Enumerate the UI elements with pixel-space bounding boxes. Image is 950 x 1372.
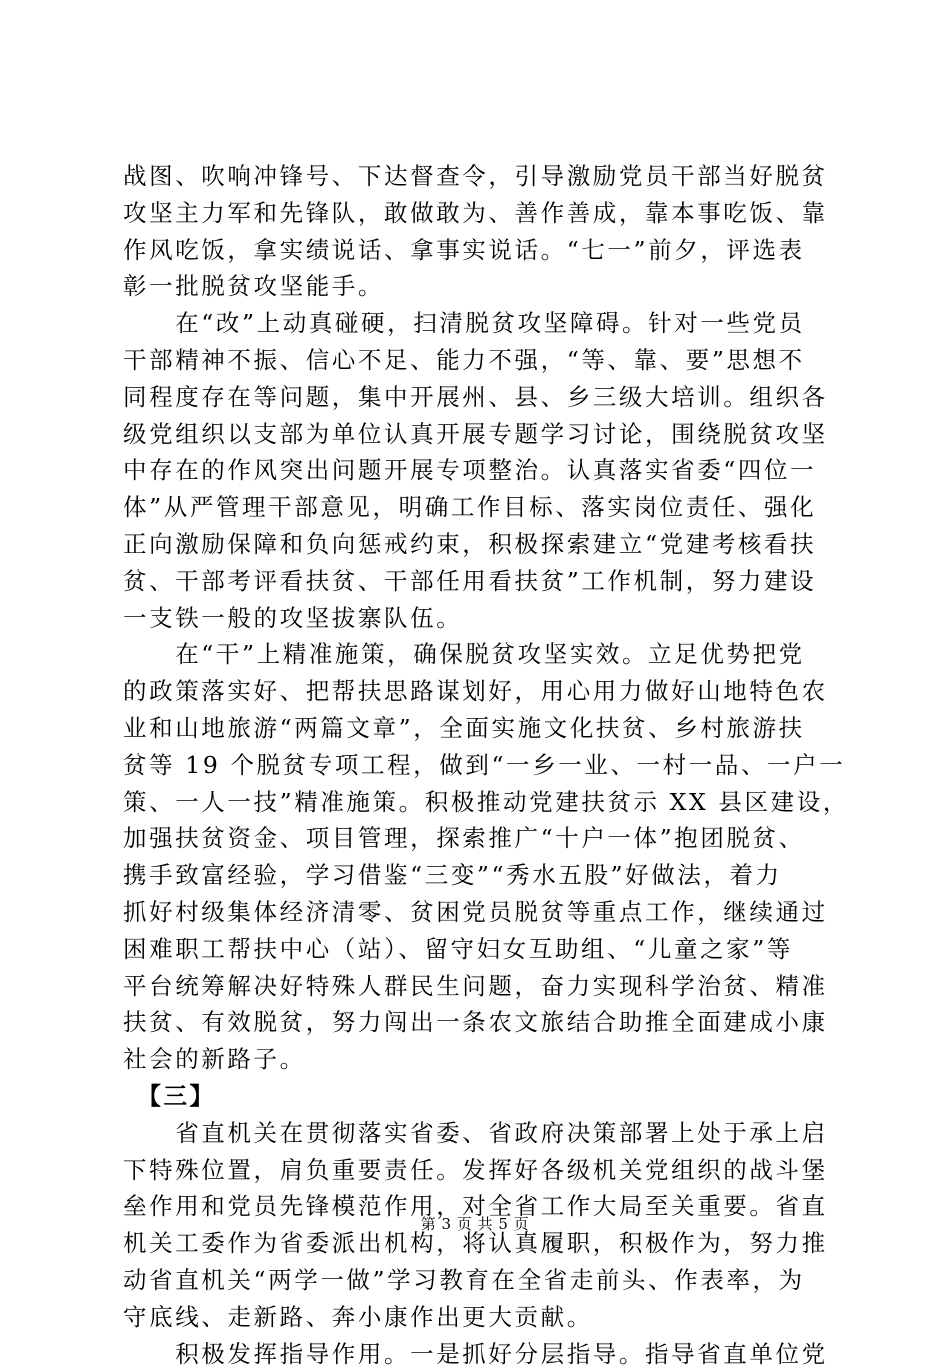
text-line: 省直机关在贯彻落实省委、省政府决策部署上处于承上启 <box>123 1115 835 1152</box>
text-line: 社会的新路子。 <box>123 1041 835 1078</box>
text-line: 困难职工帮扶中心（站）、留守妇女互助组、“儿童之家”等 <box>123 931 835 968</box>
text-line: 贫、干部考评看扶贫、干部任用看扶贫”工作机制，努力建设 <box>123 563 835 600</box>
text-line: 正向激励保障和负向惩戒约束，积极探索建立“党建考核看扶 <box>123 526 835 563</box>
text-line: 彰一批脱贫攻坚能手。 <box>123 268 835 305</box>
text-line: 攻坚主力军和先锋队，敢做敢为、善作善成，靠本事吃饭、靠 <box>123 195 835 232</box>
text-line: 积极发挥指导作用。一是抓好分层指导。指导省直单位党 <box>123 1336 835 1372</box>
page-footer: 第 3 页 共 5 页 <box>0 1214 950 1234</box>
text-line: 同程度存在等问题，集中开展州、县、乡三级大培训。组织各 <box>123 379 835 416</box>
text-line: 动省直机关“两学一做”学习教育在全省走前头、作表率，为 <box>123 1262 835 1299</box>
text-line: 在“改”上动真碰硬，扫清脱贫攻坚障碍。针对一些党员 <box>123 305 835 342</box>
text-line: 干部精神不振、信心不足、能力不强，“等、靠、要”思想不 <box>123 342 835 379</box>
text-line: 加强扶贫资金、项目管理，探索推广“十户一体”抱团脱贫、 <box>123 820 835 857</box>
section-heading: 【三】 <box>123 1078 835 1115</box>
text-line: 体”从严管理干部意见，明确工作目标、落实岗位责任、强化 <box>123 489 835 526</box>
text-line: 业和山地旅游“两篇文章”，全面实施文化扶贫、乡村旅游扶 <box>123 710 835 747</box>
text-line: 贫等 19 个脱贫专项工程，做到“一乡一业、一村一品、一户一 <box>123 747 835 784</box>
text-line: 守底线、走新路、奔小康作出更大贡献。 <box>123 1299 835 1336</box>
text-line: 作风吃饭，拿实绩说话、拿事实说话。“七一”前夕，评选表 <box>123 232 835 269</box>
document-body <box>123 158 835 1372</box>
text-line: 中存在的作风突出问题开展专项整治。认真落实省委“四位一 <box>123 452 835 489</box>
text-line: 携手致富经验，学习借鉴“三变”“秀水五股”好做法，着力 <box>123 857 835 894</box>
text-line: 垒作用和党员先锋模范作用，对全省工作大局至关重要。省直 <box>123 1188 835 1225</box>
text-line: 扶贫、有效脱贫，努力闯出一条农文旅结合助推全面建成小康 <box>123 1004 835 1041</box>
text-line: 抓好村级集体经济清零、贫困党员脱贫等重点工作，继续通过 <box>123 894 835 931</box>
text-line: 下特殊位置，肩负重要责任。发挥好各级机关党组织的战斗堡 <box>123 1152 835 1189</box>
text-line: 级党组织以支部为单位认真开展专题学习讨论，围绕脱贫攻坚 <box>123 416 835 453</box>
text-line: 在“干”上精准施策，确保脱贫攻坚实效。立足优势把党 <box>123 636 835 673</box>
text-line: 战图、吹响冲锋号、下达督查令，引导激励党员干部当好脱贫 <box>123 158 835 195</box>
text-line: 的政策落实好、把帮扶思路谋划好，用心用力做好山地特色农 <box>123 673 835 710</box>
text-line: 策、一人一技”精准施策。积极推动党建扶贫示 XX 县区建设， <box>123 784 835 821</box>
text-line: 平台统筹解决好特殊人群民生问题，奋力实现科学治贫、精准 <box>123 968 835 1005</box>
text-line: 机关工委作为省委派出机构，将认真履职，积极作为，努力推 <box>123 1225 835 1262</box>
text-line: 一支铁一般的攻坚拔寨队伍。 <box>123 600 835 637</box>
